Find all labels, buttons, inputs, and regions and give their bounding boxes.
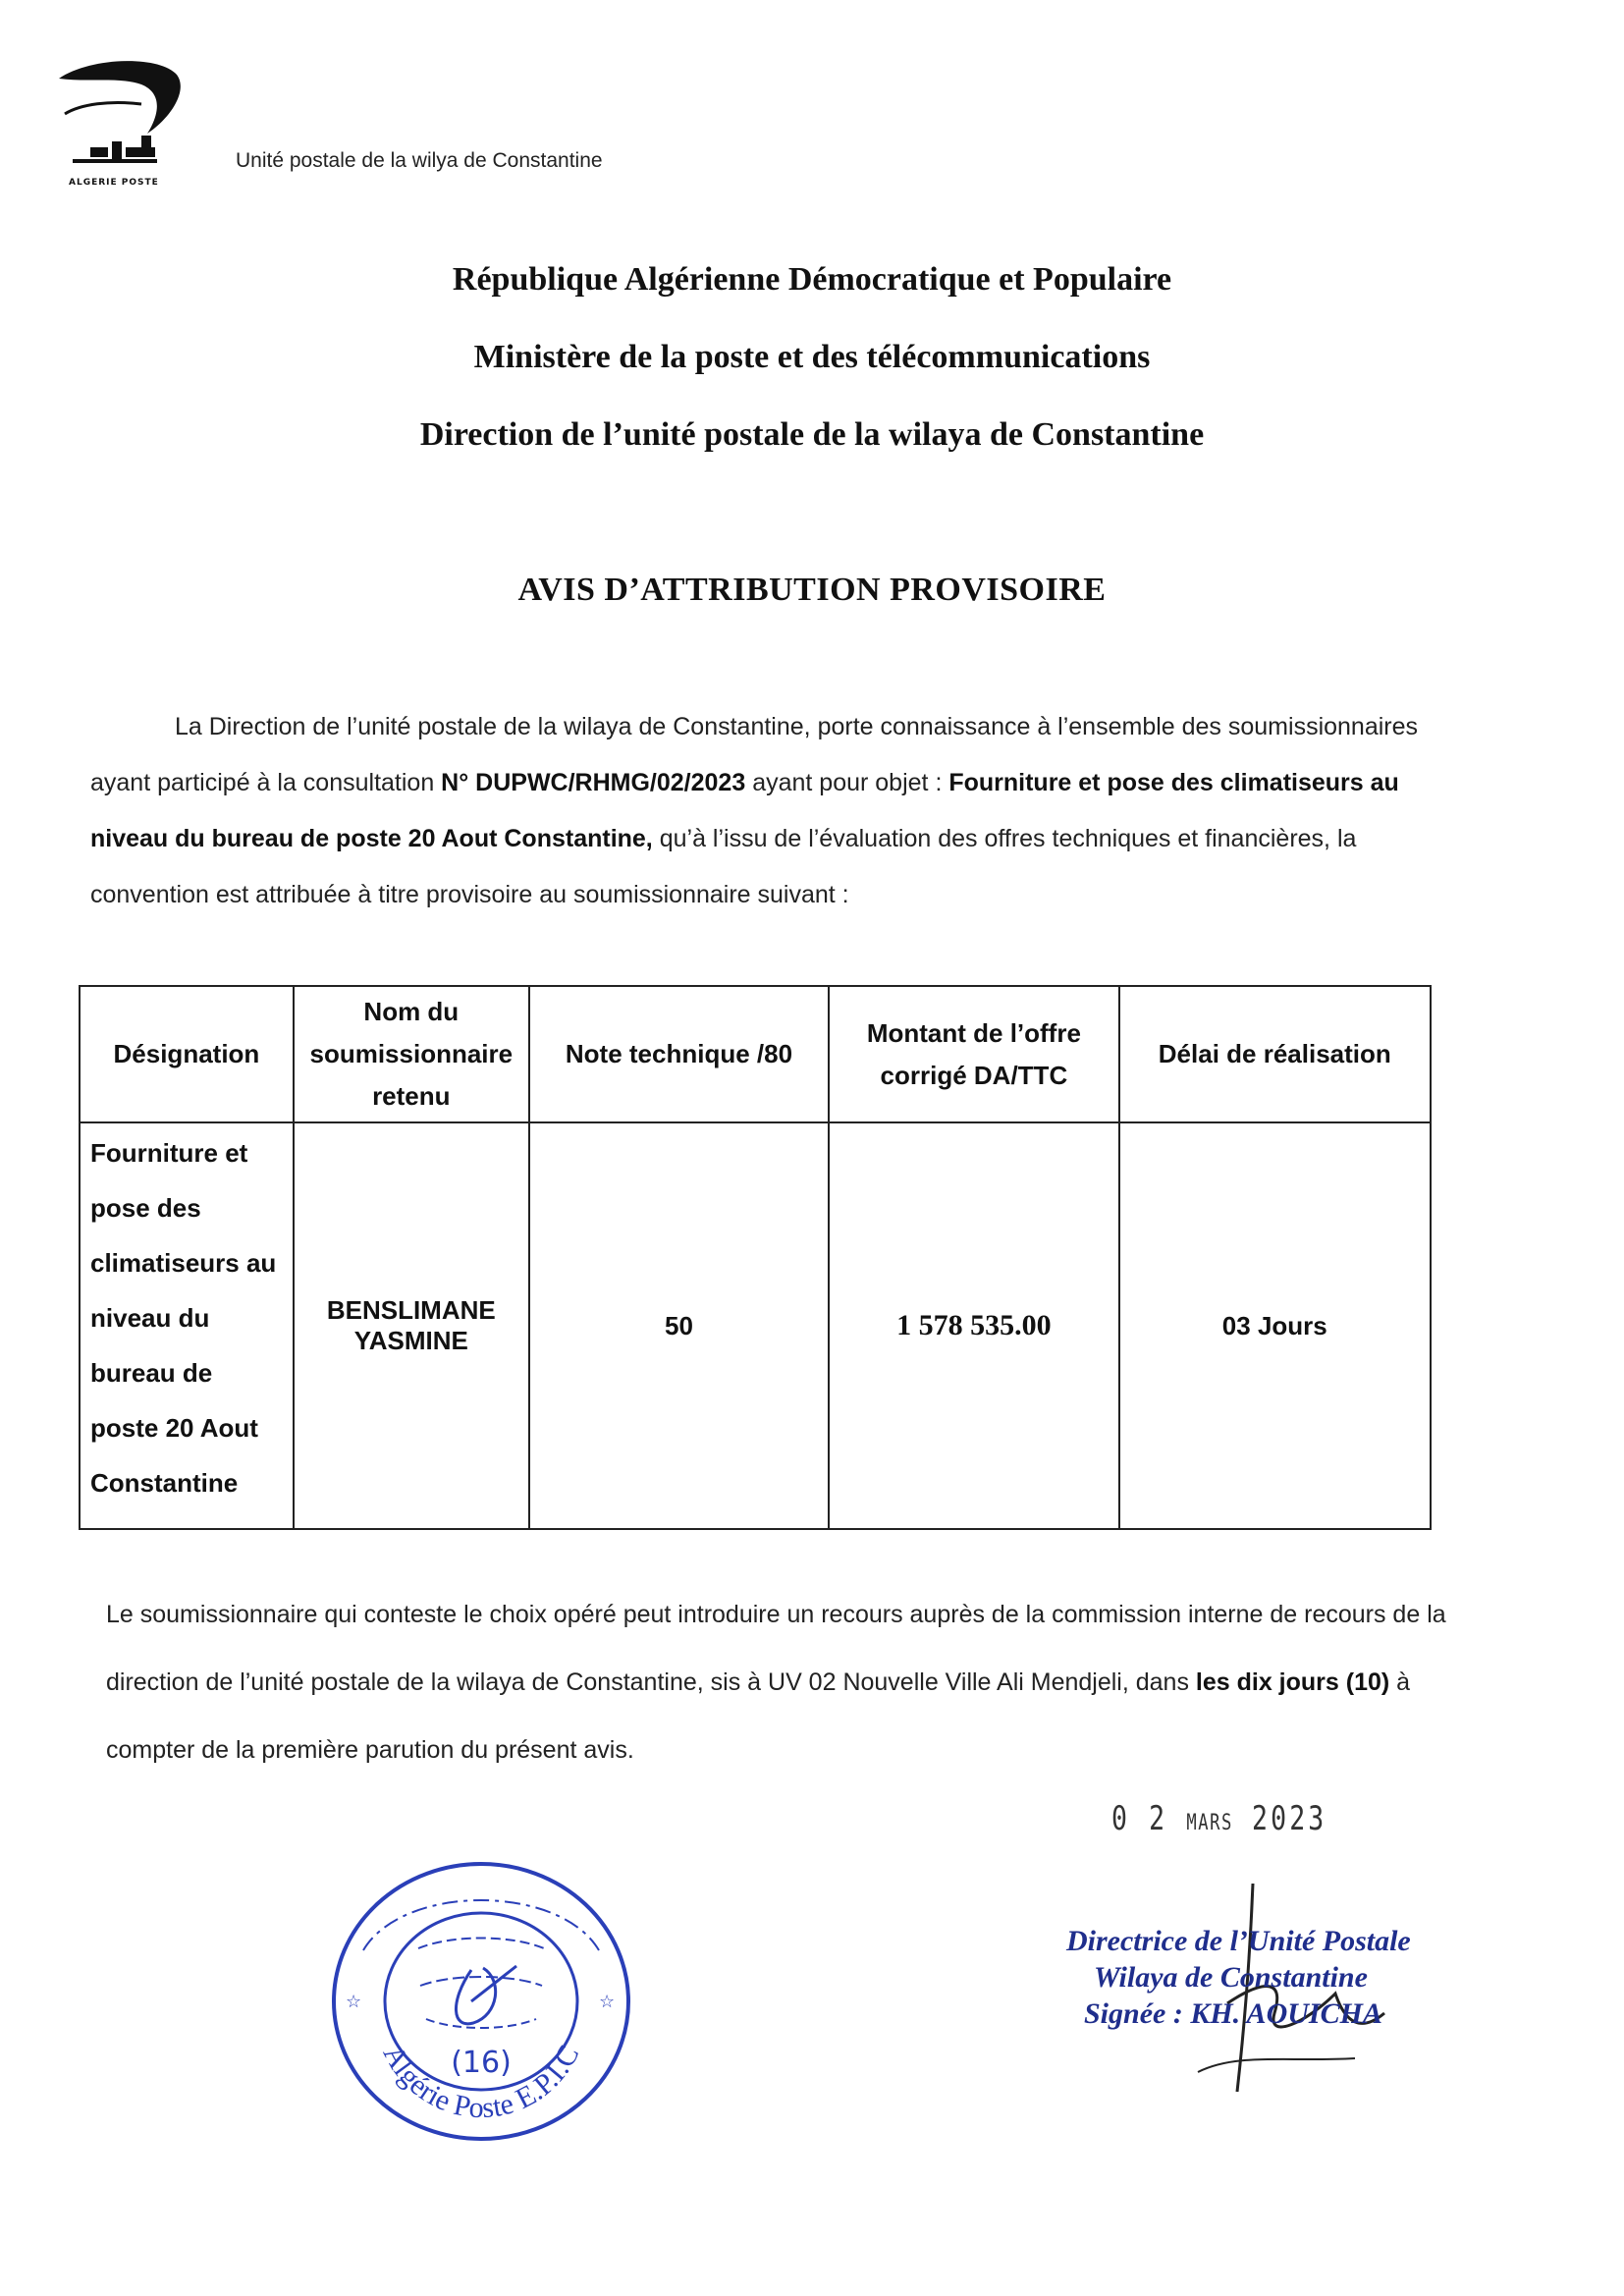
cell-technical-score: 50 bbox=[529, 1122, 829, 1529]
appeal-paragraph bbox=[106, 1581, 1500, 1784]
svg-text:☆: ☆ bbox=[599, 1992, 616, 2012]
ministry-line: Ministère de la poste et des télécommunications bbox=[473, 339, 1151, 375]
consultation-reference: N° DUPWC/RHMG/02/2023 bbox=[441, 769, 746, 796]
date-month: MARS bbox=[1186, 1811, 1233, 1835]
algerie-poste-logo bbox=[51, 57, 189, 194]
direction-line: Direction de l’unité postale de la wilaya de Constantine bbox=[419, 416, 1205, 453]
header-offer-amount: Montant de l’offre corrigé DA/TTC bbox=[829, 986, 1118, 1122]
intro-part2: ayant pour objet : bbox=[745, 769, 949, 796]
cell-delivery-delay: 03 Jours bbox=[1119, 1122, 1431, 1529]
svg-text:ALGERIE POSTE: ALGERIE POSTE bbox=[69, 178, 159, 188]
signatory-title: Directrice de l’Unité Postale bbox=[1066, 1925, 1411, 1957]
signatory-block bbox=[1066, 1923, 1439, 2032]
intro-part1: La Direction de l’unité postale de la wilaya de Constantine, porte connaissance à l’ensemble des soumissionnaires ayant participé à la consultation bbox=[90, 713, 1419, 796]
unit-header-text: Unité postale de la wilya de Constantine bbox=[236, 149, 603, 172]
official-seal-stamp bbox=[324, 1854, 638, 2149]
intro-paragraph bbox=[90, 699, 1465, 923]
signatory-wilaya: Wilaya de Constantine bbox=[1094, 1961, 1368, 1994]
svg-text:☆: ☆ bbox=[346, 1992, 362, 2012]
document-title: AVIS D’ATTRIBUTION PROVISOIRE bbox=[517, 572, 1107, 608]
signatory-name: Signée : KH. AOUICHA bbox=[1084, 1997, 1382, 2030]
republic-line: République Algérienne Démocratique et Populaire bbox=[452, 261, 1172, 298]
consultation-object: Fourniture et pose des climatiseurs au niveau du bureau de poste 20 Aout Constantine, bbox=[90, 769, 1399, 852]
date-stamp bbox=[1111, 1799, 1326, 1838]
cell-offer-amount: 1 578 535.00 bbox=[829, 1122, 1118, 1529]
header-delivery-delay: Délai de réalisation bbox=[1119, 986, 1431, 1122]
header-designation: Désignation bbox=[80, 986, 294, 1122]
seal-number: (16) bbox=[451, 2046, 512, 2080]
date-day: 0 2 bbox=[1111, 1799, 1168, 1838]
cell-bidder-name: BENSLIMANE YASMINE bbox=[294, 1122, 529, 1529]
award-table bbox=[79, 985, 1432, 1530]
table-row bbox=[80, 1122, 1431, 1529]
appeal-deadline: les dix jours (10) bbox=[1195, 1668, 1390, 1696]
header-bidder-name: Nom du soumissionnaire retenu bbox=[294, 986, 529, 1122]
table-header-row bbox=[80, 986, 1431, 1122]
seal-outer-text: Algérie Poste E.P.I.C bbox=[376, 2040, 586, 2125]
appeal-part1: Le soumissionnaire qui conteste le choix opéré peut introduire un recours auprès de la commission interne de recours de la direction de l’unité postale de la wilaya de Constantine, sis à UV 02 Nouvelle Ville Ali Mendjeli, dans bbox=[106, 1601, 1446, 1696]
appeal-part2: à compter de la première parution du présent avis. bbox=[106, 1668, 1411, 1764]
cell-designation: Fourniture et pose des climatiseurs au niveau du bureau de poste 20 Aout Constantine bbox=[80, 1122, 294, 1529]
header-technical-score: Note technique /80 bbox=[529, 986, 829, 1122]
date-year: 2023 bbox=[1252, 1799, 1327, 1838]
intro-part3: qu’à l’issu de l’évaluation des offres techniques et financières, la convention est attribuée à titre provisoire au soumissionnaire suivant : bbox=[90, 825, 1357, 908]
